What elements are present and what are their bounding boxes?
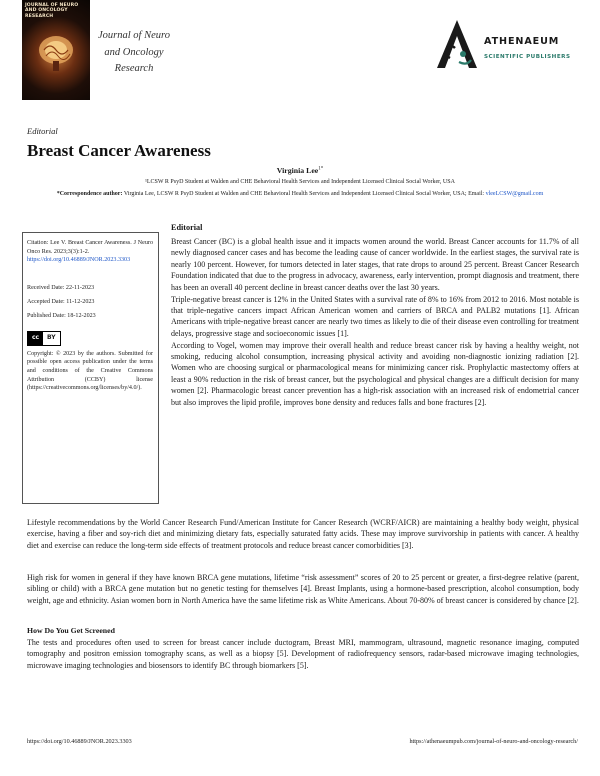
date-list — [27, 281, 153, 323]
brain-icon — [34, 30, 78, 74]
footer-journal-url[interactable]: https://athenaeumpub.com/journal-of-neuro-and-oncology-research/ — [409, 738, 578, 745]
footer-doi-link[interactable]: https://doi.org/10.46889/JNOR.2023.3303 — [27, 738, 132, 745]
screening-heading: How Do You Get Screened — [27, 626, 115, 635]
published-date: Published Date: 18-12-2023 — [27, 312, 96, 319]
screening-paragraph: The tests and procedures often used to screen for breast cancer include ductogram, Breast MRI, mammogram, ultrasound, magnetic resonance imaging, computed tomography and positron emission tomography scans, as well as a biopsy [5]. Development of radiofrequency sensors, radar-based microwave imaging technologies, microwave imaging technologies and biosensors to identify BC through biomarkers [5]. — [27, 638, 579, 670]
athenaeum-logo-icon — [433, 18, 481, 70]
correspondence-email-link[interactable]: vleeLCSW@gmail.com — [485, 191, 544, 197]
author-line — [0, 166, 600, 175]
paragraph: Breast Cancer (BC) is a global health issue and it impacts women around the world. Breast Cancer accounts for 11.7% of all newly diagnosed cancer cases and has become the leading cause of cancer worldwide. In the earliest stages, the survival rate is nearly 100 percent. However, for tumors detected in later stages, that rate drops to around 25 percent. Breast Cancer Research Foundation indicated that due to the progress in advocacy, awareness, early intervention, prompt diagnosis and treatment, there has been an overall 40 percent decline in breast cancer deaths over the last 30 years. — [171, 237, 579, 292]
article-title: Breast Cancer Awareness — [27, 141, 211, 160]
risk-paragraph: High risk for women in general if they have known BRCA gene mutations, lifetime “risk assessment” scores of 20 to 25 percent or greater, a first-degree relative (parent, sibling or child) with a BRCA gene mutation but no genetic testing for themselves [4]. Breast Implants, using a hormone-based prescription, alcohol consumption, body weight, age and ethnicity. Asian women born in North America have the same lifetime risk as White Americans. About 70-80% of breast cancer is considered by chance [2]. — [27, 573, 579, 605]
cover-title: JOURNAL OF NEURO AND ONCOLOGY RESEARCH — [25, 3, 79, 19]
correspondence-note — [40, 189, 560, 199]
author-affiliation: ¹LCSW R PsyD Student at Walden and CHE Behavioral Health Services and Independent Licensed Clinical Social Worker, USA — [145, 179, 455, 185]
publisher-name: ATHENAEUM — [484, 36, 560, 47]
citation-text: Citation: Lee V. Breast Cancer Awareness. J Neuro Onco Res. 2023;3(3):1-2. — [27, 240, 153, 255]
received-date: Received Date: 22-11-2023 — [27, 284, 95, 291]
lifestyle-paragraph: Lifestyle recommendations by the World Cancer Research Fund/American Institute for Cancer Research (WCRF/AICR) are maintaining a healthy body weight, physical exercise, having a fiber and soy-rich diet and minimizing dietary fats, especially saturated fatty acids. These may improve survivorship in patients with cancer. A healthy diet and exercise can reduce the long-term side effects of treatment protocols and reduce breast cancer comorbidities [3]. — [27, 518, 579, 550]
cc-by-icon: cc BY — [27, 331, 61, 346]
article-type-label: Editorial — [27, 126, 58, 136]
citation-sidebar — [22, 232, 159, 504]
journal-cover-image — [22, 0, 90, 100]
accepted-date: Accepted Date: 11-12-2023 — [27, 298, 95, 305]
author-affiliation-mark: 1* — [318, 166, 324, 172]
correspondence-label: *Correspondence author: — [56, 191, 123, 197]
paragraph: According to Vogel, women may improve their overall health and reduce breast cancer risk by having a healthy weight, not smoking, reducing alcohol consumption, increasing physical activity and avoiding non-diagnostic ionizing radiation [2]. Women who are choosing surgical or pharmacological means for minimizing cancer risk. Prophylactic mastectomy offers at least a 90% reduction in the risk of breast cancer, but the psychological and physical changes are a difficult decision for many women [2]. Pharmacologic breast cancer prevention has a high-risk association with an increased risk of endometrial cancer but also improves the lipid profile, improves bone density and reduces falls and bone fractures [2]. — [171, 340, 579, 407]
editorial-column — [171, 236, 579, 409]
correspondence-text: Virginia Lee, LCSW R PsyD Student at Walden and CHE Behavioral Health Services and Independent Licensed Clinical Social Worker, USA; Email: — [122, 191, 486, 197]
editorial-heading: Editorial — [171, 223, 203, 232]
publisher-tagline: SCIENTIFIC PUBLISHERS — [484, 54, 571, 60]
paragraph: Triple-negative breast cancer is 12% in the United States with a survival rate of 8% to 16% from 2012 to 2016. Most notable is that triple-negative cancers impact African American women and carriers of BRCA and PALB2 mutations [1]. African Americans with triple-negative breast cancer are nearly two times as likely to die of their disease even controlling for treatment delays, progressive stage and socioeconomic issues [1]. — [171, 294, 579, 338]
author-name: Virginia Lee — [276, 166, 319, 175]
citation-doi-link[interactable]: https://doi.org/10.46889/JNOR.2023.3303 — [27, 257, 131, 264]
copyright-notice: Copyright: © 2023 by the authors. Submitted for possible open access publication under the terms and conditions of the Creative Commons Attribution (CCBY) license (https://creativecommons.org/licenses/by/4.0/). — [27, 350, 153, 392]
journal-name: Journal of Neuro and Oncology Research — [98, 30, 170, 74]
license-badge[interactable] — [27, 331, 153, 346]
